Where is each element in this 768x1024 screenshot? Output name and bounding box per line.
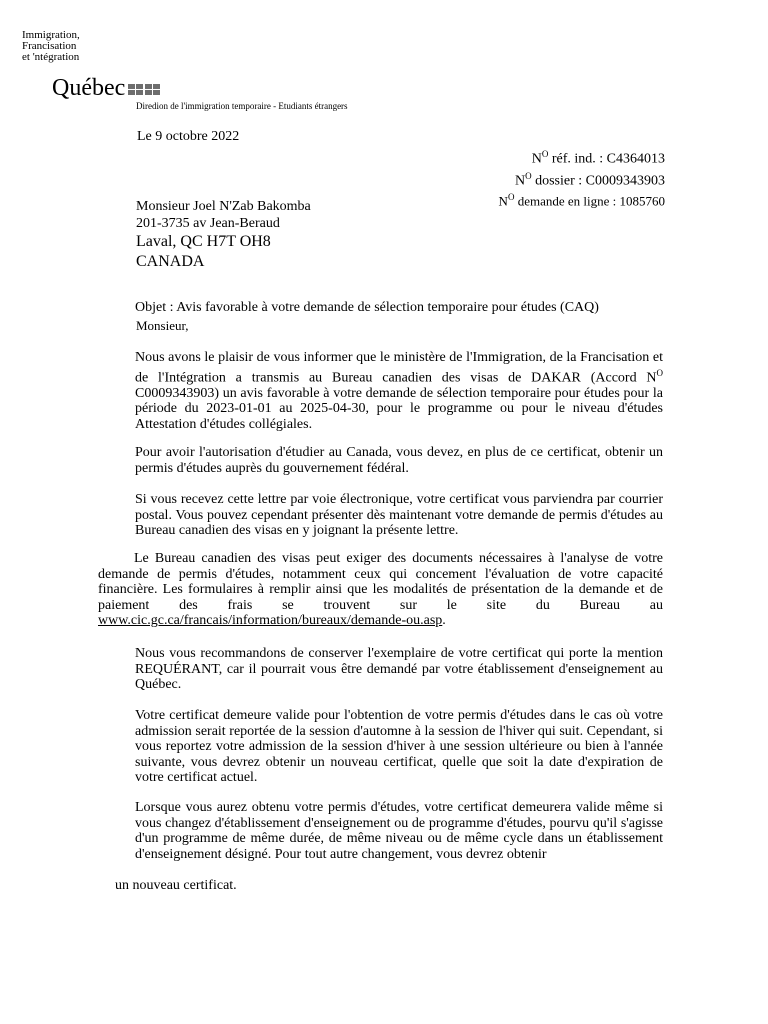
letter-date: Le 9 octobre 2022 xyxy=(137,129,240,144)
recipient-name: Monsieur Joel N'Zab Bakomba xyxy=(136,199,311,214)
ref-individual: $N^O$ réf. ind. : C4364013 xyxy=(531,149,665,167)
direction-name: Diredion de l'immigration temporaire - Etudiants étrangers xyxy=(136,101,348,111)
paragraph-5: Nous vous recommandons de conserver l'exemplaire de votre certificat qui porte la mention REQUÉRANT, car il pourrait vous être demandé par votre établissement d'enseignement au Québec. xyxy=(135,646,663,693)
letter-subject: Objet : Avis favorable à votre demande de sélection temporaire pour études (CAQ) xyxy=(135,300,599,315)
paragraph-7: Lorsque vous aurez obtenu votre permis d'études, votre certificat demeurera valide même si vous changez d'établissement d'enseignement ou de programme d'études, pourvu qu'il s'agisse d'un programme de même durée, de même niveau ou de même cycle dans un établissement d'enseignement désigné. Pour tout autre changement, vous devrez obtenir xyxy=(135,800,663,862)
recipient-address xyxy=(136,198,311,272)
paragraph-2: Pour avoir l'autorisation d'étudier au Canada, vous devez, en plus de ce certificat, obtenir un permis d'études auprès du gouvernement fédéral. xyxy=(135,445,663,476)
recipient-country: CANADA xyxy=(136,253,205,270)
reference-block xyxy=(499,146,665,210)
salutation: Monsieur, xyxy=(136,318,189,333)
ministry-line: Immigration, xyxy=(22,29,80,41)
cic-link[interactable]: www.cic.gc.ca/francais/information/bureaux/demande-ou.asp xyxy=(98,613,443,629)
paragraph-3: Si vous recevez cette lettre par voie électronique, votre certificat vous parviendra par courrier postal. Vous pouvez cependant présenter dès maintenant votre demande de permis d'études au Bureau canadien des visas en y joignant la présente lettre. xyxy=(135,492,663,539)
paragraph-4: Le Bureau canadien des visas peut exiger des documents nécessaires à l'analyse de votre demande de permis d'études, notamment ceux qui concement l'évaluation de votre capacité financière. Les formulaires à remplir ainsi que les modalités de présentation de la demande et de paiement des frais se trouvent sur le site du Bureau au www.cic.gc.ca/francais/information/bureaux/demande-ou.asp. xyxy=(98,551,663,629)
ref-dossier: $N^O$ dossier : C0009343903 xyxy=(514,170,665,189)
flag-icon xyxy=(126,83,160,94)
recipient-street: 201-3735 av Jean-Beraud xyxy=(136,216,280,231)
ministry-name xyxy=(22,30,80,63)
paragraph-6: Votre certificat demeure valide pour l'obtention de votre permis d'études dans le cas où votre admission serait reportée de la session d'automne à la session de l'hiver qui suit. Cependant, si vous reportez votre admission de la session d'hiver à une session ultérieure ou bien à l'année suivante, vous devrez obtenir un nouveau certificat, quelle que soit la date d'expiration de votre certificat actuel. xyxy=(135,708,663,786)
paragraph-1: Nous avons le plaisir de vous informer que le ministère de l'Immigration, de la Francisation et de l'Intégration a transmis au Bureau canadien des visas de DAKAR (Accord $N^O$ C0009343903) un avis favorable à votre demande de sélection temporaire pour études pour la période du 2023-01-01 au 2025-04-30, pour le programme ou pour le niveau d'études Attestation d'études collégiales. xyxy=(135,350,663,433)
paragraph-7-tail: un nouveau certificat. xyxy=(115,878,237,893)
ref-demande: $N^O$ demande en ligne : 1085760 xyxy=(498,192,665,209)
brand-wordmark: Québec xyxy=(52,75,126,101)
recipient-city: Laval, QC H7T OH8 xyxy=(136,233,271,250)
ministry-line: et 'ntégration xyxy=(22,51,80,63)
quebec-logo xyxy=(52,74,160,102)
ministry-line: Francisation xyxy=(22,40,77,52)
